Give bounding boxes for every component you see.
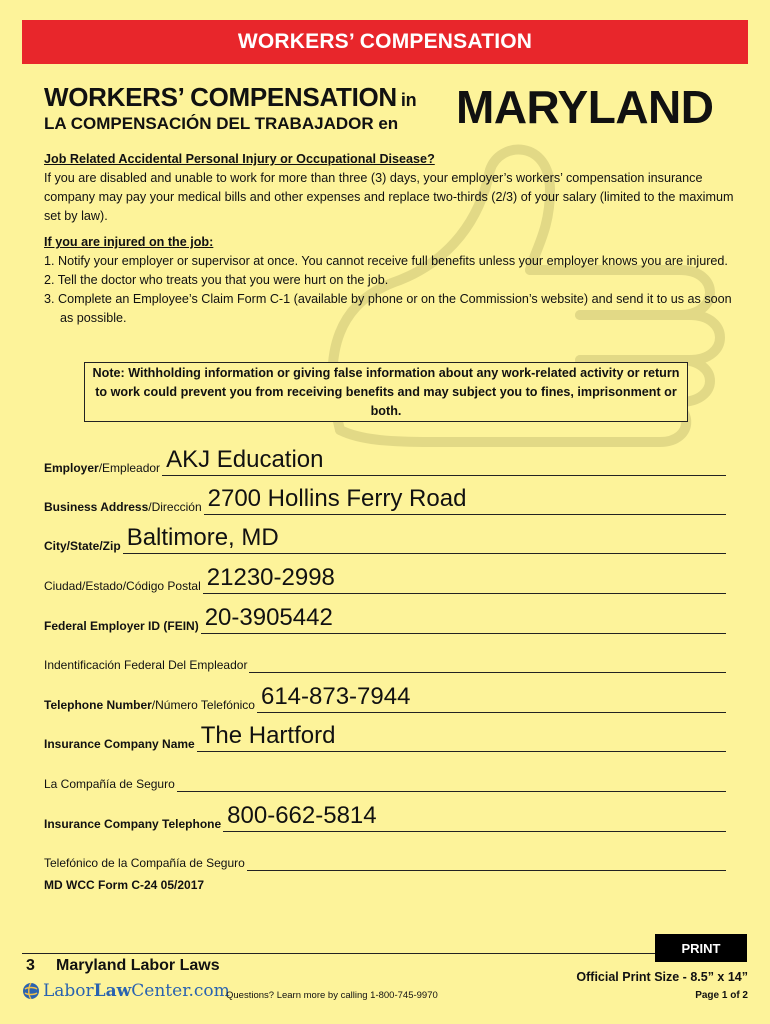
employer-field[interactable] [44, 446, 726, 476]
telephone-value: 614-873-7944 [260, 683, 411, 710]
insurance-company-value: The Hartford [200, 722, 336, 749]
insurance-telephone-label: Insurance Company Telephone [44, 817, 222, 831]
city-state-zip-label: City/State/Zip [44, 539, 121, 553]
employer-id-spanish-label: Indentificación Federal Del Empleador [44, 658, 248, 672]
injured-heading: If you are injured on the job: [44, 235, 214, 249]
page-of-count: Page 1 of 2 [695, 990, 748, 1001]
employer-id-spanish-line[interactable] [249, 643, 726, 673]
city-state-zip-line[interactable] [123, 524, 726, 554]
employer-value: AKJ Education [166, 446, 324, 473]
business-address-line[interactable] [204, 485, 726, 515]
title-in: in [400, 90, 417, 110]
postal-code-label: Ciudad/Estado/Código Postal [44, 579, 201, 593]
intro-heading: Job Related Accidental Personal Injury or Occupational Disease? [44, 152, 435, 166]
fein-label: Federal Employer ID (FEIN) [44, 619, 199, 633]
top-banner: WORKERS’ COMPENSATION [22, 20, 748, 64]
telephone-field[interactable] [44, 683, 726, 713]
injured-step-1: 1. Notify your employer or supervisor at once. You cannot receive full benefits unless your employer knows you are injured. [44, 254, 728, 268]
intro-text: If you are disabled and unable to work for more than three (3) days, your employer’s workers’ compensation insurance company may pay your medical bills and other expenses and replace two-thirds (2/3) of your salary (limited to the maximum set by law). [44, 171, 734, 223]
globe-icon [22, 982, 40, 1000]
employer-line[interactable] [162, 446, 726, 476]
insurance-company-line[interactable] [197, 722, 726, 752]
business-address-field[interactable] [44, 485, 726, 515]
employer-label: Employer/Empleador [44, 461, 161, 475]
injured-step-3: 3. Complete an Employee’s Claim Form C-1 (available by phone or on the Commission’s website) and send it to us as soon as possible. [44, 292, 732, 325]
insurance-telephone-line[interactable] [223, 802, 726, 832]
questions-text: Questions? Learn more by calling 1-800-745-9970 [226, 990, 438, 1001]
insurance-telephone-spanish-label: Telefónico de la Compañía de Seguro [44, 856, 245, 870]
page-number: 3 [26, 957, 35, 974]
city-state-zip-value: Baltimore, MD [126, 524, 279, 551]
business-address-label: Business Address/Dirección [44, 500, 202, 514]
insurance-company-spanish-line[interactable] [177, 762, 726, 792]
business-address-value: 2700 Hollins Ferry Road [207, 485, 467, 512]
employer-id-spanish-field[interactable] [44, 643, 726, 673]
insurance-telephone-field[interactable] [44, 802, 726, 832]
insurance-telephone-spanish-line[interactable] [247, 841, 726, 871]
title-state: MARYLAND [456, 81, 714, 133]
logo-text-labor: Labor [43, 981, 94, 1001]
postal-code-field[interactable] [44, 564, 726, 594]
insurance-company-field[interactable] [44, 722, 726, 752]
injured-section [44, 233, 734, 328]
series-title: Maryland Labor Laws [56, 957, 220, 974]
footer-divider [22, 953, 655, 954]
print-button[interactable]: PRINT [655, 934, 747, 962]
title-english-text: WORKERS’ COMPENSATION [44, 82, 397, 112]
title-english [44, 82, 416, 113]
telephone-line[interactable] [257, 683, 726, 713]
warning-note: Note: Withholding information or giving false information about any work-related activity or return to work could prevent you from receiving benefits and may subject you to fines, imprisonment or both. [84, 362, 688, 422]
postal-code-line[interactable] [203, 564, 726, 594]
title-spanish: LA COMPENSACIÓN DEL TRABAJADOR en [44, 114, 399, 133]
fein-line[interactable] [201, 604, 726, 634]
insurance-company-spanish-label: La Compañía de Seguro [44, 777, 175, 791]
official-print-size: Official Print Size - 8.5” x 14” [576, 970, 748, 984]
insurance-telephone-value: 800-662-5814 [227, 802, 377, 829]
form-id: MD WCC Form C-24 05/2017 [44, 878, 205, 892]
city-state-zip-field[interactable] [44, 524, 726, 554]
insurance-telephone-spanish-field[interactable] [44, 841, 726, 871]
logo-text-law: Law [93, 981, 132, 1001]
insurance-company-spanish-field[interactable] [44, 762, 726, 792]
injured-step-2: 2. Tell the doctor who treats you that you were hurt on the job. [44, 273, 389, 287]
fein-field[interactable] [44, 604, 726, 634]
insurance-company-label: Insurance Company Name [44, 737, 195, 751]
logo-text-center: Center.com [131, 981, 230, 1001]
laborlawcenter-logo[interactable] [22, 980, 230, 1002]
intro-section [44, 150, 734, 226]
telephone-label: Telephone Number/Número Telefónico [44, 698, 255, 712]
postal-code-value: 21230-2998 [206, 564, 335, 591]
fein-value: 20-3905442 [204, 604, 333, 631]
